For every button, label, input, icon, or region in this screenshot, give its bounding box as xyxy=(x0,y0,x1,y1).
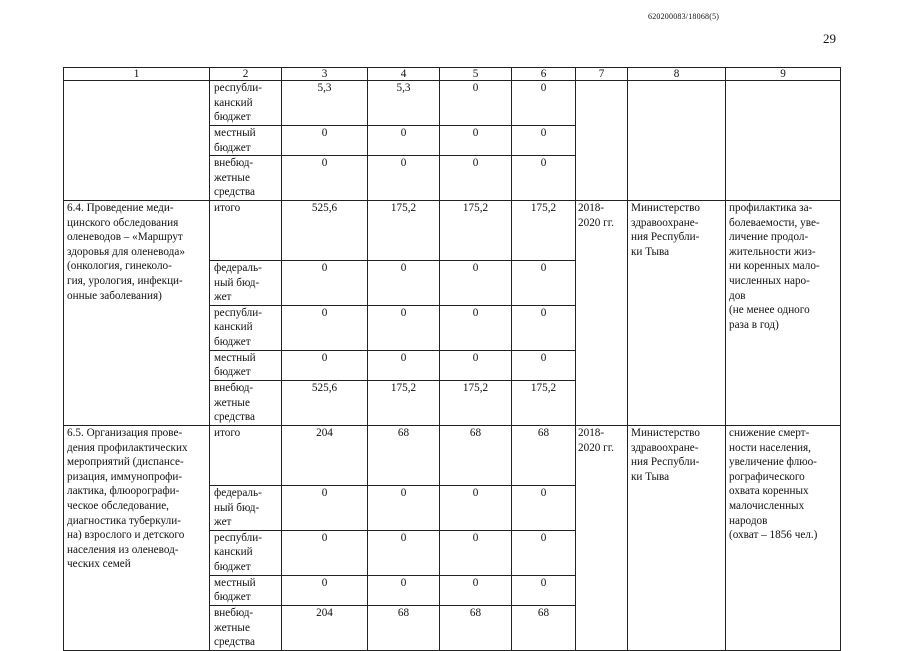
funding-value: 0 xyxy=(282,350,368,380)
column-header: 3 xyxy=(282,68,368,81)
funding-value: 175,2 xyxy=(368,200,440,260)
funding-value: 0 xyxy=(368,126,440,156)
funding-value: 0 xyxy=(440,126,512,156)
funding-value: 5,3 xyxy=(282,81,368,126)
funding-source: итого xyxy=(210,425,282,485)
funding-value: 0 xyxy=(282,126,368,156)
funding-source: местный бюджет xyxy=(210,126,282,156)
column-header: 4 xyxy=(368,68,440,81)
funding-source: республи- канский бюджет xyxy=(210,305,282,350)
column-header: 6 xyxy=(512,68,576,81)
column-header: 1 xyxy=(64,68,210,81)
funding-source: внебюд- жетные средства xyxy=(210,605,282,650)
funding-source: местный бюджет xyxy=(210,575,282,605)
funding-source: республи- канский бюджет xyxy=(210,530,282,575)
funding-source: федераль- ный бюд- жет xyxy=(210,260,282,305)
activity-result: снижение смерт- ности населения, увеличение флюо- рографического охвата коренных малочисленных народов (охват – 1856 чел.) xyxy=(726,425,841,650)
funding-value: 0 xyxy=(282,530,368,575)
executor-continued xyxy=(628,81,726,201)
funding-value: 0 xyxy=(512,485,576,530)
column-number-row xyxy=(64,68,841,81)
funding-value: 0 xyxy=(368,530,440,575)
funding-value: 0 xyxy=(512,126,576,156)
funding-value: 68 xyxy=(512,425,576,485)
column-header: 7 xyxy=(576,68,628,81)
funding-value: 68 xyxy=(440,605,512,650)
column-header: 2 xyxy=(210,68,282,81)
funding-value: 0 xyxy=(440,350,512,380)
funding-value: 68 xyxy=(368,605,440,650)
funding-value: 0 xyxy=(368,305,440,350)
activity-executor: Министерство здравоохране- ния Республи- ки Тыва xyxy=(628,425,726,650)
funding-value: 0 xyxy=(512,530,576,575)
document-id: 620200083/18068(5) xyxy=(648,12,720,21)
funding-value: 175,2 xyxy=(368,380,440,425)
column-header: 5 xyxy=(440,68,512,81)
funding-value: 175,2 xyxy=(440,380,512,425)
funding-value: 204 xyxy=(282,425,368,485)
funding-value: 0 xyxy=(512,575,576,605)
funding-value: 175,2 xyxy=(440,200,512,260)
funding-value: 0 xyxy=(512,260,576,305)
funding-value: 0 xyxy=(282,260,368,305)
activity-executor: Министерство здравоохране- ния Республи- ки Тыва xyxy=(628,200,726,425)
funding-value: 0 xyxy=(512,350,576,380)
result-continued xyxy=(726,81,841,201)
funding-source: итого xyxy=(210,200,282,260)
column-header: 9 xyxy=(726,68,841,81)
funding-value: 0 xyxy=(368,575,440,605)
funding-value: 0 xyxy=(368,156,440,201)
funding-value: 525,6 xyxy=(282,380,368,425)
funding-value: 68 xyxy=(440,425,512,485)
activity-result: профилактика за- болеваемости, уве- личение продол- жительности жиз- ни коренных малo- численных наро- дов (не менее одного раза в год) xyxy=(726,200,841,425)
table-row xyxy=(64,200,841,260)
funding-value: 0 xyxy=(440,485,512,530)
funding-source: местный бюджет xyxy=(210,350,282,380)
funding-value: 0 xyxy=(440,156,512,201)
funding-source: внебюд- жетные средства xyxy=(210,380,282,425)
funding-value: 175,2 xyxy=(512,200,576,260)
funding-value: 0 xyxy=(282,575,368,605)
program-table xyxy=(63,67,841,651)
funding-value: 0 xyxy=(440,575,512,605)
page-number: 29 xyxy=(823,31,836,46)
activity-period: 2018- 2020 гг. xyxy=(576,425,628,650)
funding-value: 0 xyxy=(282,485,368,530)
funding-value: 0 xyxy=(368,485,440,530)
funding-value: 0 xyxy=(440,530,512,575)
funding-value: 0 xyxy=(368,350,440,380)
funding-value: 0 xyxy=(282,305,368,350)
funding-value: 5,3 xyxy=(368,81,440,126)
table-row xyxy=(64,425,841,485)
period-continued xyxy=(576,81,628,201)
activity-period: 2018- 2020 гг. xyxy=(576,200,628,425)
funding-value: 0 xyxy=(512,305,576,350)
funding-source: федераль- ный бюд- жет xyxy=(210,485,282,530)
funding-value: 0 xyxy=(440,305,512,350)
activity-name-continued xyxy=(64,81,210,201)
table-row xyxy=(64,81,841,126)
funding-source: внебюд- жетные средства xyxy=(210,156,282,201)
activity-name: 6.5. Организация прове- дения профилактических мероприятий (диспансе- ризация, иммунопрофи- лактика, флюорографи- ческое обследование, диагностика туберкули- на) взрослого и детского населения из оленевод- ческих семей xyxy=(64,425,210,650)
funding-value: 0 xyxy=(282,156,368,201)
funding-value: 0 xyxy=(368,260,440,305)
funding-value: 68 xyxy=(368,425,440,485)
column-header: 8 xyxy=(628,68,726,81)
activity-name: 6.4. Проведение меди- цинского обследования оленеводов – «Маршрут здоровья для оленевода» (онкология, гинеколо- гия, урология, инфекци- онные заболевания) xyxy=(64,200,210,425)
funding-value: 525,6 xyxy=(282,200,368,260)
funding-value: 204 xyxy=(282,605,368,650)
funding-value: 0 xyxy=(512,81,576,126)
funding-value: 175,2 xyxy=(512,380,576,425)
funding-value: 68 xyxy=(512,605,576,650)
funding-value: 0 xyxy=(512,156,576,201)
funding-value: 0 xyxy=(440,81,512,126)
funding-value: 0 xyxy=(440,260,512,305)
funding-source: республи- канский бюджет xyxy=(210,81,282,126)
